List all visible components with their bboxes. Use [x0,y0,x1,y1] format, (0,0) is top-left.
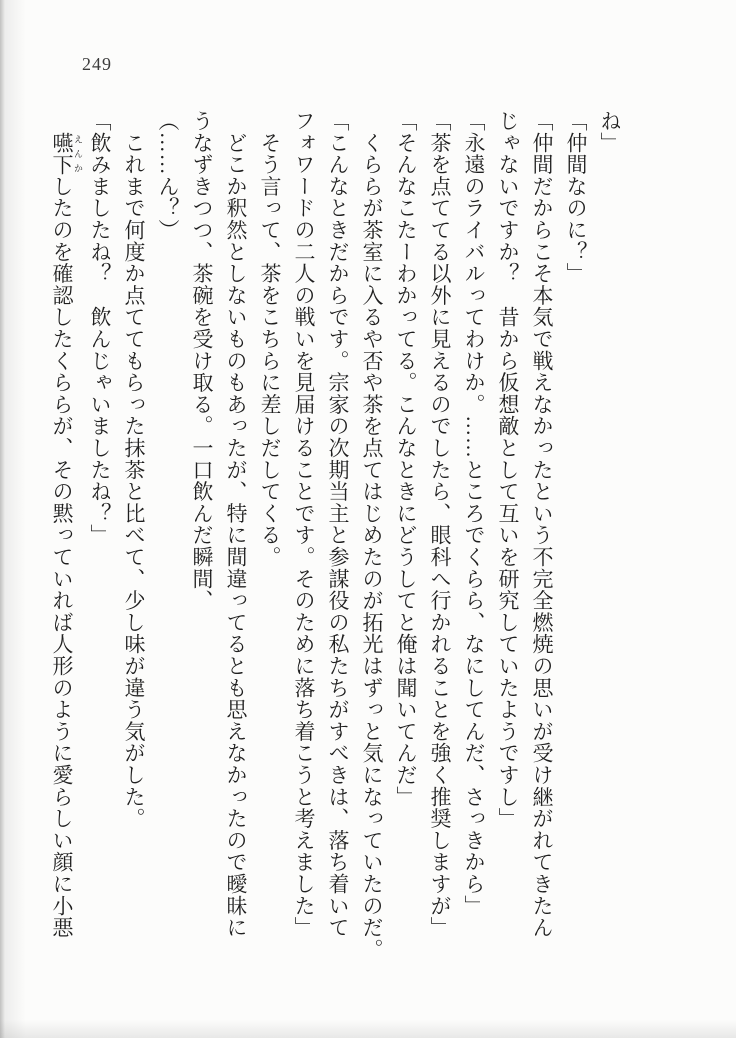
text-line: 「仲間なのに？」 [564,110,588,285]
text-body [49,110,627,972]
text-line: 「飲みましたね？ 飲んじゃいましたね？」 [88,110,112,546]
page-number: 249 [82,54,112,74]
text-line: どこか釈然としないものもあったが、特に間違ってるとも思えなかったので曖昧に [224,110,248,939]
text-line: 嚥下 えんかしたのを確認したくららが、その黙っていれば人形のように愛らしい顔に小悪 [50,131,83,939]
text-line: 「そんなこたーわかってる。こんなときにどうしてと俺は聞いてんだ」 [394,110,418,808]
text-line: 「永遠のライバルってわけか。……ところでくらら、なにしてんだ、さっきから」 [462,110,486,917]
text-line: （……ん？） [156,110,180,241]
text-line: くららが茶室に入るや否や茶を点てはじめたのが拓光はずっと気になっていたのだ。 [360,110,384,961]
text-line: これまで何度か点ててもらった抹茶と比べて、少し味が違う気がした。 [122,110,146,830]
text-line: フォワードの二人の戦いを見届けることです。そのために落ち着こうと考えました」 [292,110,316,939]
text-line: ね」 [598,110,622,154]
text-line: じゃないですか？ 昔から仮想敵として互いを研究していたようですし」 [496,110,520,830]
furigana-ruby: 嚥下 えんか [50,131,83,176]
text-line: 「仲間だからこそ本気で戦えなかったという不完全燃焼の思いが受け継がれてきたん [530,110,554,939]
text-line: 「茶を点ててる以外に見えるのでしたら、眼科へ行かれることを強く推奨しますが」 [428,110,452,939]
text-line: うなずきつつ、茶碗を受け取る。一口飲んだ瞬間、 [190,110,214,612]
text-line: そう言って、茶をこちらに差しだしてくる。 [258,110,282,568]
text-line: 「こんなときだからです。宗家の次期当主と参謀役の私たちがすべきは、落ち着いて [326,110,350,939]
